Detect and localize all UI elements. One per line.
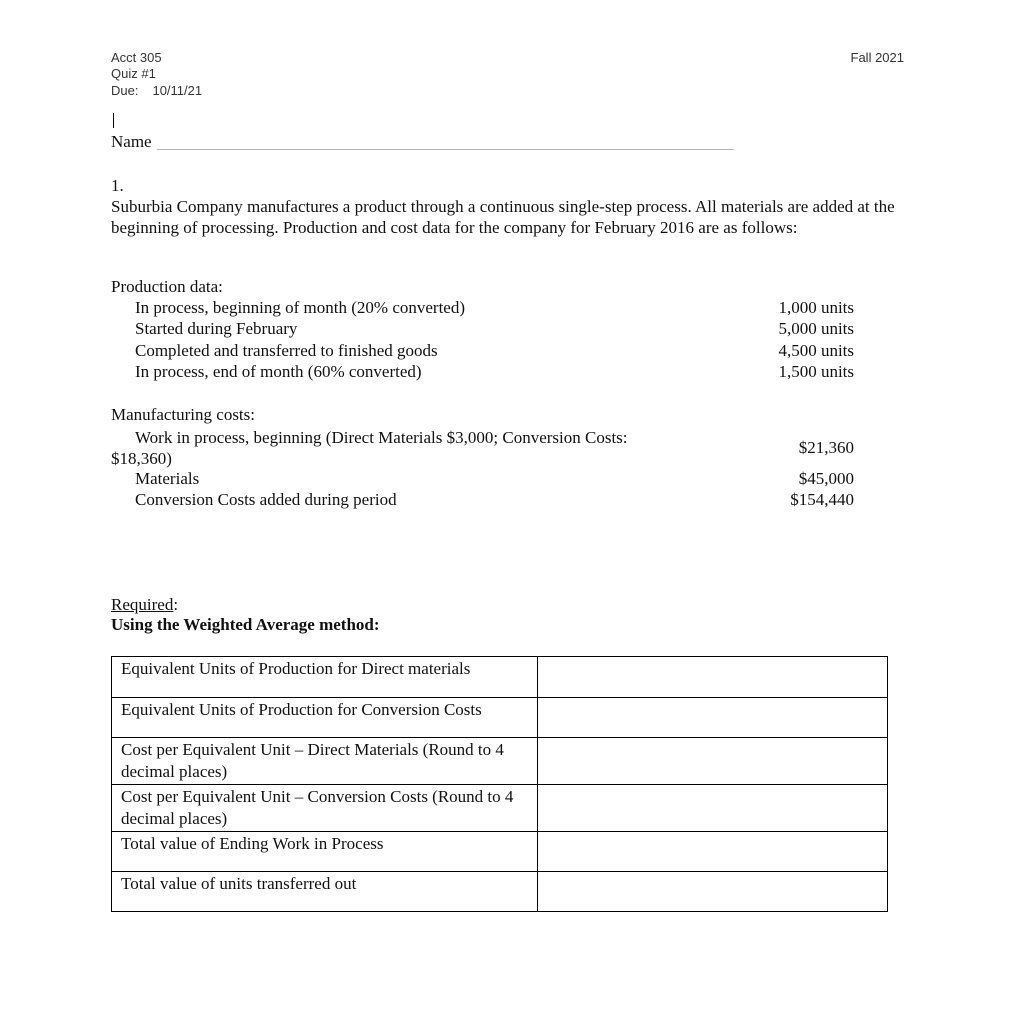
row-label: Total value of Ending Work in Process: [112, 832, 538, 872]
row-label: Equivalent Units of Production for Conversion Costs: [112, 698, 538, 738]
conversion-costs-label: Conversion Costs added during period: [135, 490, 397, 509]
answer-cell[interactable]: [538, 785, 888, 832]
production-item-label: In process, end of month (60% converted): [135, 362, 422, 381]
production-item-value: 1,000 units: [778, 298, 854, 317]
answer-cell[interactable]: [538, 657, 888, 698]
course-code: Acct 305: [111, 50, 162, 65]
table-row: [112, 698, 888, 738]
production-item-label: Completed and transferred to finished goods: [135, 341, 438, 360]
row-label: Cost per Equivalent Unit – Direct Materials (Round to 4 decimal places): [112, 738, 538, 785]
conversion-costs-value: $154,440: [790, 490, 854, 509]
answer-table: [111, 656, 888, 912]
production-item-label: Started during February: [135, 319, 298, 338]
quiz-number: Quiz #1: [111, 66, 156, 81]
required-heading: [111, 594, 178, 615]
row-label: Cost per Equivalent Unit – Conversion Costs (Round to 4 decimal places): [112, 785, 538, 832]
manufacturing-costs-heading: Manufacturing costs:: [111, 405, 255, 424]
production-item-label: In process, beginning of month (20% converted): [135, 298, 465, 317]
answer-cell[interactable]: [538, 872, 888, 912]
materials-label: Materials: [135, 469, 200, 488]
production-item-value: 5,000 units: [778, 319, 854, 338]
table-row: [112, 738, 888, 785]
due-date: 10/11/21: [152, 83, 203, 98]
due-label: Due:: [111, 83, 139, 98]
row-label: Total value of units transferred out: [112, 872, 538, 912]
production-item-value: 1,500 units: [778, 362, 854, 381]
problem-statement: Suburbia Company manufactures a product through a continuous single-step process. All materials are added at the beginning of processing. Production and cost data for the company for February 2016 are as follows:: [111, 197, 895, 237]
answer-cell[interactable]: [538, 698, 888, 738]
table-row: [112, 785, 888, 832]
table-row: [112, 832, 888, 872]
wip-beginning-label-continued: $18,360): [111, 449, 172, 468]
production-data-heading: Production data:: [111, 277, 223, 296]
name-label: Name: [111, 132, 152, 151]
table-row: [112, 657, 888, 698]
due-date-line: [111, 83, 202, 99]
row-label: Equivalent Units of Production for Direct materials: [112, 657, 538, 698]
term: Fall 2021: [850, 50, 904, 65]
materials-value: $45,000: [798, 469, 854, 488]
required-colon: :: [173, 595, 179, 614]
wip-beginning-label: Work in process, beginning (Direct Materials $3,000; Conversion Costs:: [135, 428, 628, 447]
production-item-value: 4,500 units: [778, 341, 854, 360]
method-instruction: Using the Weighted Average method:: [111, 615, 380, 634]
wip-beginning-value: $21,360: [798, 438, 854, 457]
question-number: 1.: [111, 176, 124, 195]
answer-cell[interactable]: [538, 738, 888, 785]
table-row: [112, 872, 888, 912]
name-field[interactable]: [157, 149, 734, 150]
text-cursor: [113, 113, 114, 128]
answer-cell[interactable]: [538, 832, 888, 872]
required-label: Required: [111, 595, 174, 614]
